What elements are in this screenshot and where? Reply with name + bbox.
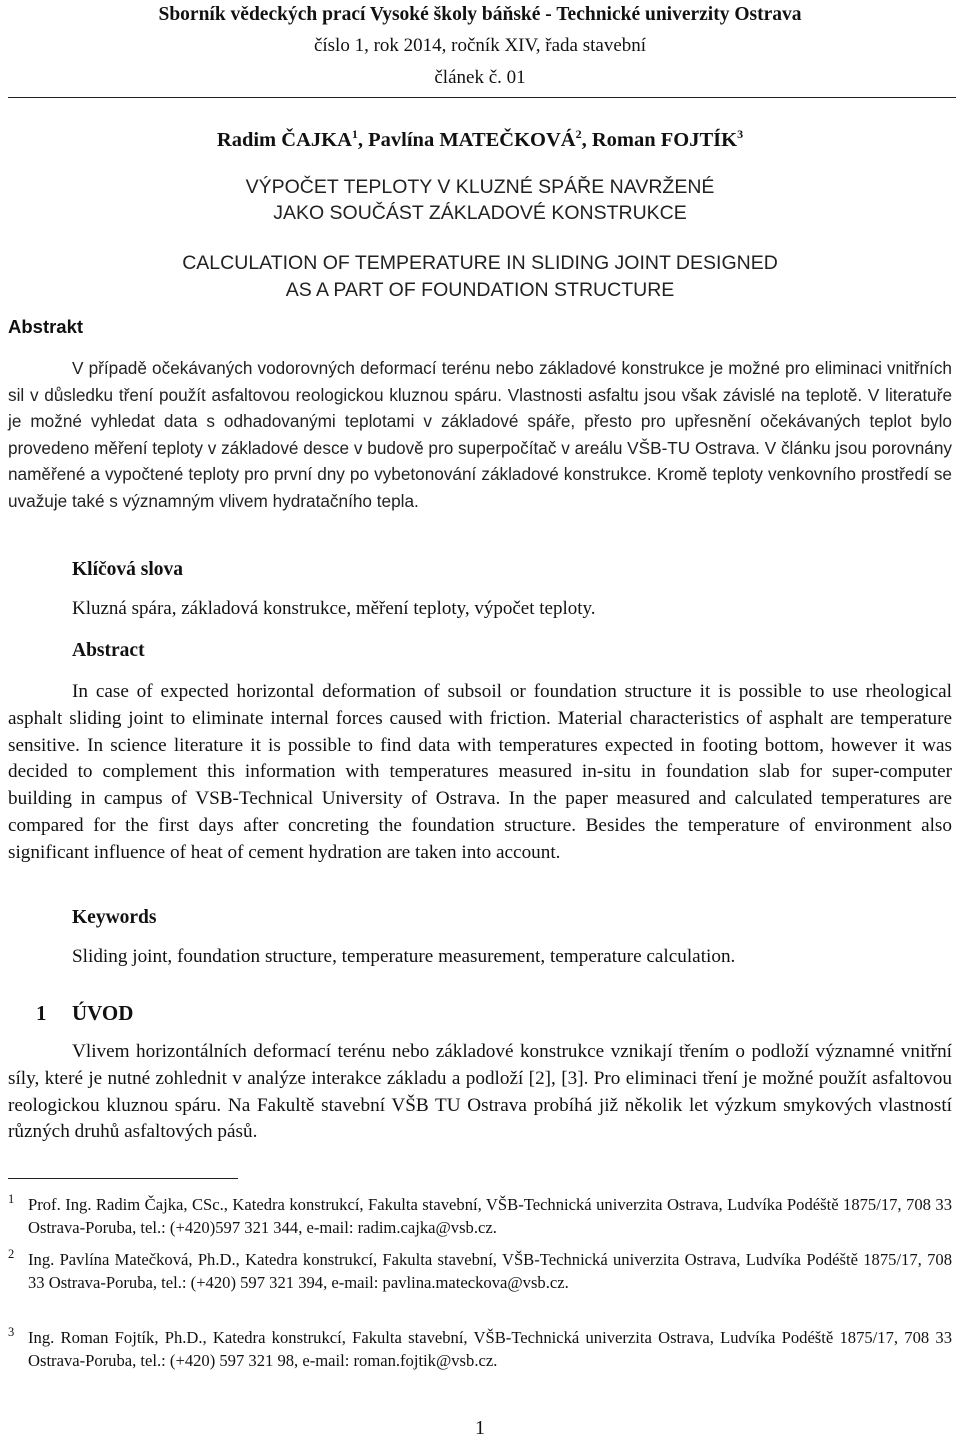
journal-name: Sborník vědeckých prací Vysoké školy báňské - Technické univerzity Ostrava — [158, 4, 802, 25]
title-czech — [0, 174, 960, 226]
issue-info: číslo 1, rok 2014, ročník XIV, řada stavební — [313, 35, 647, 56]
footnote-number: 1 — [8, 1192, 15, 1206]
author-2: Pavlína MATEČKOVÁ — [368, 129, 576, 151]
abstract-heading: Abstract — [72, 640, 145, 661]
article-number: článek č. 01 — [434, 67, 526, 88]
section-title: ÚVOD — [72, 1001, 134, 1025]
title-czech-line-2: JAKO SOUČÁST ZÁKLADOVÉ KONSTRUKCE — [273, 202, 687, 224]
section-text: Vlivem horizontálních deformací terénu nebo základové konstrukce vznikají třením o podloží významné vnitřní síly, které je nutné zohlednit v analýze interakce základu a podloží [2], [3]. Pro eliminaci tření je možné použít asfaltovou reologickou kluznou spáru. Na Fakultě stavební VŠB TU Ostrava probíhá již několik let výzkum smykových vlastností různých druhů asfaltových pásů. — [8, 1041, 952, 1143]
page-number: 1 — [475, 1417, 485, 1439]
abstrakt-heading: Abstrakt — [8, 316, 84, 337]
footnote-number: 2 — [8, 1247, 15, 1261]
title-czech-line-1: VÝPOČET TEPLOTY V KLUZNÉ SPÁŘE NAVRŽENÉ — [245, 176, 715, 198]
author-1: Radim ČAJKA — [216, 129, 352, 151]
section-number: 1 — [36, 1001, 47, 1025]
abstrakt-text: V případě očekávaných vodorovných deformací terénu nebo základové konstrukce je možné pro eliminaci vnitřních sil v důsledku tření použít asfaltovou reologickou kluznou spáru. Vlastnosti asfaltu jsou však závislé na teplotě. V literatuře je možné vyhledat data s odhadovanými teplotami v základové spáře, přesto pro upřesnění očekávaných teplot bylo provedeno měření teploty v základové desce v budově pro superpočítač v areálu VŠB-TU Ostrava. V článku jsou porovnány naměřené a vypočtené teploty pro první dny po vybetonování základové konstrukce. Kromě teploty venkovního prostředí se uvažuje také s významným vlivem hydratačního tepla. — [8, 358, 952, 511]
title-english-line-2: AS A PART OF FOUNDATION STRUCTURE — [285, 279, 675, 301]
author-2-mark: 2 — [575, 127, 582, 142]
author-3-mark: 3 — [737, 127, 744, 142]
author-separator: , — [581, 129, 592, 151]
footnote-divider — [8, 1178, 238, 1179]
footnote — [8, 1249, 952, 1294]
footnote-text: Ing. Pavlína Matečková, Ph.D., Katedra konstrukcí, Fakulta stavební, VŠB-Technická univerzita Ostrava, Ludvíka Podéště 1875/17, 708 33 Ostrava-Poruba, tel.: (+420) 597 321 394, e-mail: pavlina.mateckova@vsb.cz. — [28, 1250, 952, 1292]
footnote-text: Prof. Ing. Radim Čajka, CSc., Katedra konstrukcí, Fakulta stavební, VŠB-Technická univerzita Ostrava, Ludvíka Podéště 1875/17, 708 33 Ostrava-Poruba, tel.: (+420)597 321 344, e-mail: radim.cajka@vsb.cz. — [28, 1195, 952, 1237]
author-separator: , — [357, 129, 369, 151]
title-english-line-1: CALCULATION OF TEMPERATURE IN SLIDING JOINT DESIGNED — [182, 252, 778, 274]
footnote — [8, 1327, 952, 1372]
footnote-text: Ing. Roman Fojtík, Ph.D., Katedra konstrukcí, Fakulta stavební, VŠB-Technická univerzita Ostrava, Ludvíka Podéště 1875/17, 708 33 Ostrava-Poruba, tel.: (+420) 597 321 98, e-mail: roman.fojtik@vsb.cz. — [28, 1328, 952, 1370]
keywords-en-text: Sliding joint, foundation structure, temperature measurement, temperature calculation. — [72, 946, 736, 967]
title-english — [0, 250, 960, 304]
footnote — [8, 1194, 952, 1239]
author-1-mark: 1 — [351, 127, 358, 142]
abstract-text: In case of expected horizontal deformation of subsoil or foundation structure it is possible to use rheological asphalt sliding joint to eliminate internal forces caused with friction. Material characteristics of asphalt are temperature sensitive. In science literature it is possible to find data with temperatures expected in footing bottom, however it was decided to complement this information with temperatures measured in-situ in foundation slab for super-computer building in campus of VSB-Technical University of Ostrava. In the paper measured and calculated temperatures are compared for the first days after concreting the foundation structure. Besides the temperature of environment also significant influence of heat of cement hydration are taken into account. — [8, 681, 952, 863]
author-3: Roman FOJTÍK — [591, 129, 738, 151]
author-list — [0, 128, 960, 152]
keywords-en-heading: Keywords — [72, 907, 157, 928]
header-divider — [8, 97, 956, 98]
keywords-cz-text: Kluzná spára, základová konstrukce, měření teploty, výpočet teploty. — [72, 598, 596, 619]
keywords-cz-heading: Klíčová slova — [72, 559, 184, 580]
footnote-number: 3 — [8, 1325, 15, 1339]
